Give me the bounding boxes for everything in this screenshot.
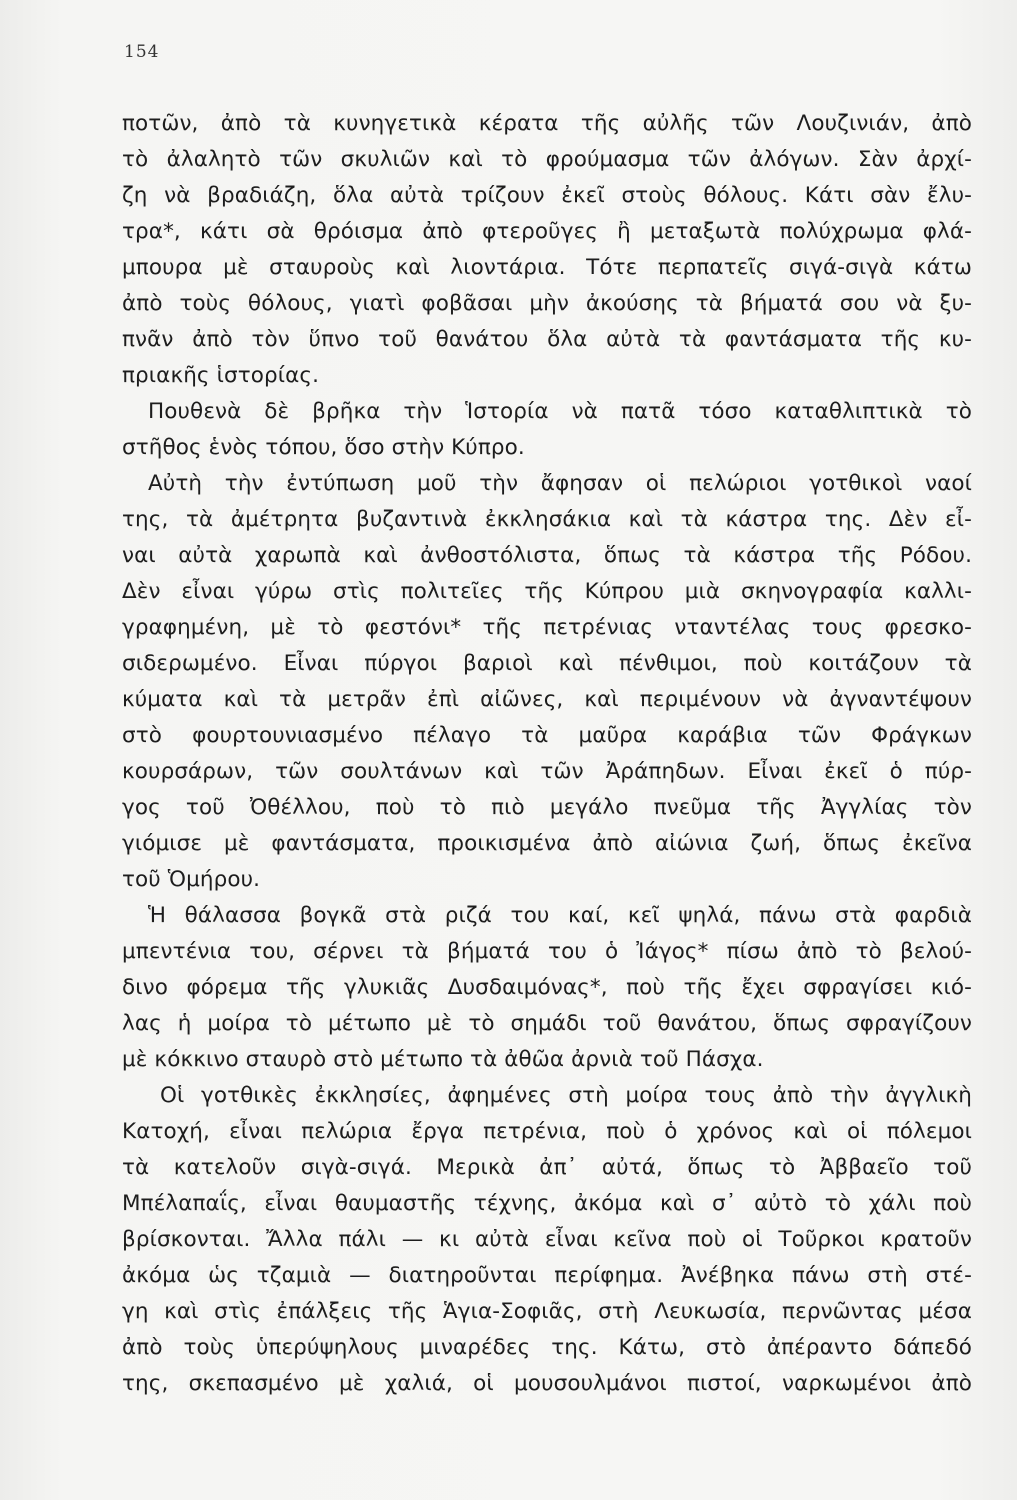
text-line: της, σκεπασμένο μὲ χαλιά, οἱ μουσουλμάνοι πιστοί, ναρκωμένοι ἀπὸ bbox=[122, 1371, 972, 1396]
text-line: τοῦ Ὁμήρου. bbox=[122, 867, 261, 892]
text-line: ποτῶν, ἀπὸ τὰ κυνηγετικὰ κέρατα τῆς αὐλῆς τῶν Λουζινιάν, ἀπὸ bbox=[122, 111, 972, 136]
text-line: στῆθος ἑνὸς τόπου, ὅσο στὴν Κύπρο. bbox=[122, 435, 525, 460]
text-line: γη καὶ στὶς ἐπάλξεις τῆς Ἁγια-Σοφιᾶς, στὴ Λευκωσία, περνῶντας μέσα bbox=[122, 1299, 972, 1324]
text-line: κύματα καὶ τὰ μετρᾶν ἐπὶ αἰῶνες, καὶ περιμένουν νὰ ἀγναντέψουν bbox=[122, 687, 972, 712]
text-line: της, τὰ ἀμέτρητα βυζαντινὰ ἐκκλησάκια καὶ τὰ κάστρα της. Δὲν εἶ- bbox=[122, 507, 972, 532]
text-line: ναι αὐτὰ χαρωπὰ καὶ ἀνθοστόλιστα, ὅπως τὰ κάστρα τῆς Ρόδου. bbox=[122, 543, 972, 568]
text-line: ἀκόμα ὡς τζαμιὰ — διατηροῦνται περίφημα. Ἀνέβηκα πάνω στὴ στέ- bbox=[122, 1263, 972, 1288]
text-line: Οἱ γοτθικὲς ἐκκλησίες, ἀφημένες στὴ μοίρα τους ἀπὸ τὴν ἀγγλικὴ bbox=[160, 1083, 972, 1108]
text-line: μὲ κόκκινο σταυρὸ στὸ μέτωπο τὰ ἀθῶα ἀρνιὰ τοῦ Πάσχα. bbox=[122, 1047, 764, 1072]
page-number: 154 bbox=[124, 42, 160, 62]
text-line: γιόμισε μὲ φαντάσματα, προικισμένα ἀπὸ αἰώνια ζωή, ὅπως ἐκεῖνα bbox=[122, 831, 972, 856]
text-line: στὸ φουρτουνιασμένο πέλαγο τὰ μαῦρα καράβια τῶν Φράγκων bbox=[122, 723, 972, 748]
text-line: ἀπὸ τοὺς ὑπερύψηλους μιναρέδες της. Κάτω, στὸ ἀπέραντο δάπεδό bbox=[122, 1335, 972, 1360]
text-line: δινο φόρεμα τῆς γλυκιᾶς Δυσδαιμόνας*, ποὺ τῆς ἔχει σφραγίσει κιό- bbox=[122, 975, 972, 1000]
text-line: Αὐτὴ τὴν ἐντύπωση μοῦ τὴν ἄφησαν οἱ πελώριοι γοτθικοὶ ναοί bbox=[148, 471, 972, 496]
text-line: Ἡ θάλασσα βογκᾶ στὰ ριζά του καί, κεῖ ψηλά, πάνω στὰ φαρδιὰ bbox=[148, 903, 972, 928]
text-line: βρίσκονται. Ἄλλα πάλι — κι αὐτὰ εἶναι κεῖνα ποὺ οἱ Τοῦρκοι κρατοῦν bbox=[122, 1227, 972, 1252]
text-line: κουρσάρων, τῶν σουλτάνων καὶ τῶν Ἀράπηδων. Εἶναι ἐκεῖ ὁ πύρ- bbox=[122, 759, 972, 784]
text-line: τὸ ἀλαλητὸ τῶν σκυλιῶν καὶ τὸ φρούμασμα τῶν ἀλόγων. Σὰν ἀρχί- bbox=[122, 147, 972, 172]
text-line: γος τοῦ Ὀθέλλου, ποὺ τὸ πιὸ μεγάλο πνεῦμα τῆς Ἀγγλίας τὸν bbox=[122, 795, 972, 820]
text-line: Πουθενὰ δὲ βρῆκα τὴν Ἱστορία νὰ πατᾶ τόσο καταθλιπτικὰ τὸ bbox=[148, 399, 972, 424]
text-line: μπουρα μὲ σταυροὺς καὶ λιοντάρια. Τότε περπατεῖς σιγά-σιγὰ κάτω bbox=[122, 255, 972, 280]
text-line: σιδερωμένο. Εἶναι πύργοι βαριοὶ καὶ πένθιμοι, ποὺ κοιτάζουν τὰ bbox=[122, 651, 972, 676]
text-line: Μπέλαπαΐς, εἶναι θαυμαστῆς τέχνης, ἀκόμα καὶ σ᾽ αὐτὸ τὸ χάλι ποὺ bbox=[122, 1191, 972, 1216]
text-line: Δὲν εἶναι γύρω στὶς πολιτεῖες τῆς Κύπρου μιὰ σκηνογραφία καλλι- bbox=[122, 579, 972, 604]
text-line: λας ἡ μοίρα τὸ μέτωπο μὲ τὸ σημάδι τοῦ θανάτου, ὅπως σφραγίζουν bbox=[122, 1011, 972, 1036]
text-line: ἀπὸ τοὺς θόλους, γιατὶ φοβᾶσαι μὴν ἀκούσης τὰ βήματά σου νὰ ξυ- bbox=[122, 291, 972, 316]
text-line: πνᾶν ἀπὸ τὸν ὕπνο τοῦ θανάτου ὅλα αὐτὰ τὰ φαντάσματα τῆς κυ- bbox=[122, 327, 972, 352]
text-line: Κατοχή, εἶναι πελώρια ἔργα πετρένια, ποὺ ὁ χρόνος καὶ οἱ πόλεμοι bbox=[122, 1119, 972, 1144]
body-text bbox=[122, 106, 972, 1402]
text-line: τὰ κατελοῦν σιγὰ-σιγά. Μερικὰ ἀπ᾽ αὐτά, ὅπως τὸ Ἀββαεῖο τοῦ bbox=[122, 1155, 972, 1180]
text-line: τρα*, κάτι σὰ θρόισμα ἀπὸ φτεροῦγες ἢ μεταξωτὰ πολύχρωμα φλά- bbox=[122, 219, 972, 244]
text-line: γραφημένη, μὲ τὸ φεστόνι* τῆς πετρένιας νταντέλας τους φρεσκο- bbox=[122, 615, 972, 640]
text-line: μπεντένια του, σέρνει τὰ βήματά του ὁ Ἰάγος* πίσω ἀπὸ τὸ βελού- bbox=[122, 939, 972, 964]
text-line: πριακῆς ἱστορίας. bbox=[122, 363, 320, 388]
text-line: ζη νὰ βραδιάζη, ὅλα αὐτὰ τρίζουν ἐκεῖ στοὺς θόλους. Κάτι σὰν ἔλυ- bbox=[122, 183, 972, 208]
